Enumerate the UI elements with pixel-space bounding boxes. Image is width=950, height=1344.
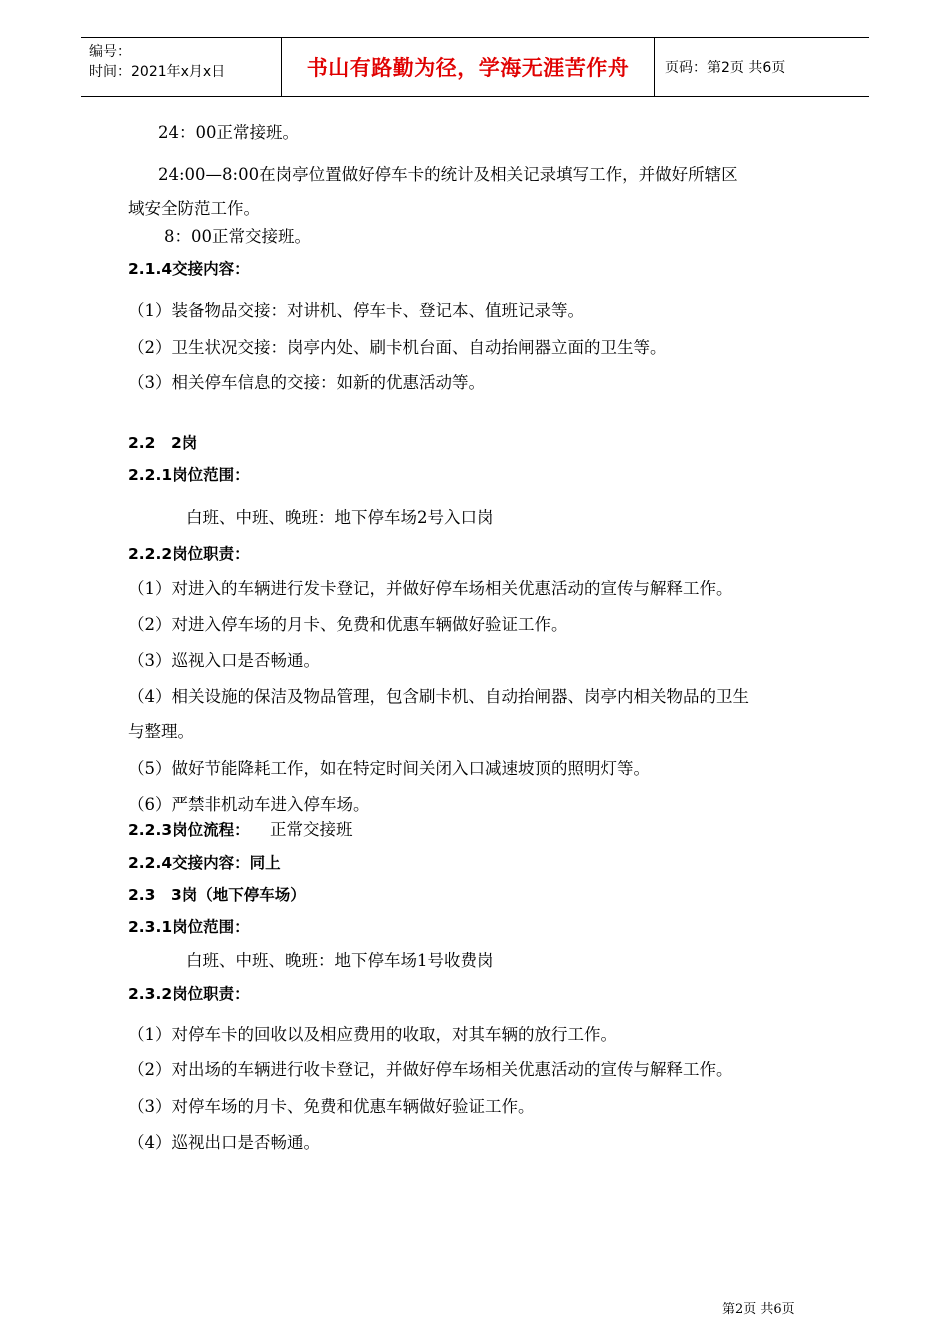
page-footer: 第2页 共6页 (722, 1302, 795, 1317)
section-heading: 2.2.3岗位流程： (128, 821, 250, 839)
date-label: 时间：2021年x月x日 (89, 64, 226, 80)
section-heading: 2.2 2岗 (128, 434, 198, 452)
body-line: （2）卫生状况交接：岗亭内处、刷卡机台面、自动抬闸器立面的卫生等。 (128, 338, 667, 357)
body-line: 白班、中班、晚班：地下停车场1号收费岗 (186, 951, 494, 970)
body-line: （2）对进入停车场的月卡、免费和优惠车辆做好验证工作。 (128, 615, 568, 634)
body-line: 域安全防范工作。 (128, 199, 260, 218)
body-line: （1）对进入的车辆进行发卡登记，并做好停车场相关优惠活动的宣传与解释工作。 (128, 579, 733, 598)
body-line: 24：00正常接班。 (158, 123, 299, 142)
body-line: （1）对停车卡的回收以及相应费用的收取，对其车辆的放行工作。 (128, 1025, 617, 1044)
body-line: 白班、中班、晚班：地下停车场2号入口岗 (186, 508, 494, 527)
body-line: （5）做好节能降耗工作，如在特定时间关闭入口减速坡顶的照明灯等。 (128, 759, 650, 778)
header-page-info: 页码：第2页 共6页 (665, 60, 786, 76)
body-line: （3）对停车场的月卡、免费和优惠车辆做好验证工作。 (128, 1097, 535, 1116)
body-line: （2）对出场的车辆进行收卡登记，并做好停车场相关优惠活动的宣传与解释工作。 (128, 1060, 733, 1079)
body-line: 8：00正常交接班。 (164, 227, 311, 246)
body-line: 正常交接班 (270, 820, 353, 839)
header-motto: 书山有路勤为径，学海无涯苦作舟 (281, 38, 655, 96)
section-heading: 2.2.4交接内容：同上 (128, 854, 281, 872)
body-line: （4）巡视出口是否畅通。 (128, 1133, 320, 1152)
body-line: 与整理。 (128, 722, 194, 741)
page-header (81, 37, 869, 97)
section-heading: 2.2.2岗位职责： (128, 545, 250, 563)
body-line: （4）相关设施的保洁及物品管理，包含刷卡机、自动抬闸器、岗亭内相关物品的卫生 (128, 687, 749, 706)
section-heading: 2.2.1岗位范围： (128, 466, 250, 484)
section-heading: 2.1.4交接内容： (128, 260, 250, 278)
body-line: 24:00—8:00在岗亭位置做好停车卡的统计及相关记录填写工作，并做好所辖区 (158, 165, 738, 184)
body-line: （3）相关停车信息的交接：如新的优惠活动等。 (128, 373, 485, 392)
body-line: （6）严禁非机动车进入停车场。 (128, 795, 370, 814)
header-left (81, 38, 281, 96)
section-heading: 2.3 3岗（地下停车场） (128, 886, 306, 904)
section-heading: 2.3.1岗位范围： (128, 918, 250, 936)
body-line: （3）巡视入口是否畅通。 (128, 651, 320, 670)
body-line: （1）装备物品交接：对讲机、停车卡、登记本、值班记录等。 (128, 301, 584, 320)
number-label: 编号： (89, 44, 131, 60)
section-heading: 2.3.2岗位职责： (128, 985, 250, 1003)
